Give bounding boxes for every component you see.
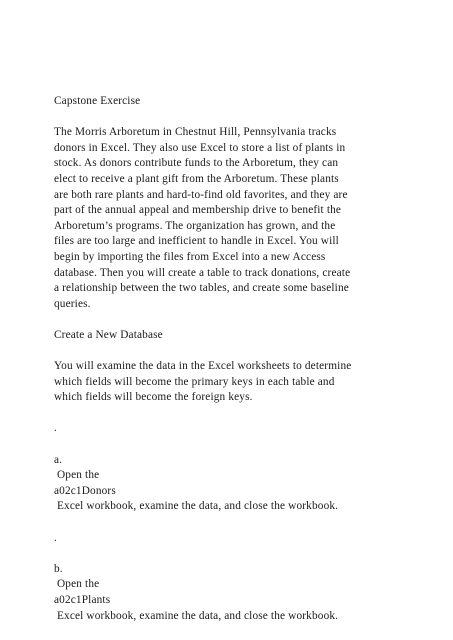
step-line: Open the bbox=[54, 578, 100, 591]
section-line: You will examine the data in the Excel worksheets to determine bbox=[54, 360, 352, 373]
step-letter: b. bbox=[54, 562, 63, 575]
spacer bbox=[54, 344, 414, 360]
intro-line: queries. bbox=[54, 297, 91, 310]
step-filename: a02c1Plants bbox=[54, 594, 111, 606]
section-paragraph bbox=[54, 359, 414, 406]
document-heading: Capstone Exercise bbox=[54, 95, 141, 107]
step-line: Excel workbook, examine the data, and close the workbook. bbox=[54, 609, 339, 622]
intro-line: Arboretum’s programs. The organization has grown, and the bbox=[54, 219, 336, 232]
section-line: which fields will become the foreign keys. bbox=[54, 391, 253, 404]
section-line: which fields will become the primary keys in each table and bbox=[54, 375, 335, 388]
step-a bbox=[54, 421, 414, 515]
step-line: Excel workbook, examine the data, and close the workbook. bbox=[54, 500, 339, 513]
intro-line: The Morris Arboretum in Chestnut Hill, Pennsylvania tracks bbox=[54, 126, 337, 139]
intro-line: are both rare plants and hard-to-find old favorites, and they are bbox=[54, 188, 348, 201]
step-b bbox=[54, 531, 414, 625]
intro-line: elect to receive a plant gift from the Arboretum. These plants bbox=[54, 172, 339, 185]
spacer bbox=[54, 515, 414, 531]
spacer bbox=[54, 437, 414, 453]
step-bullet: . bbox=[54, 422, 57, 435]
intro-line: begin by importing the files from Excel into a new Access bbox=[54, 250, 326, 263]
spacer bbox=[54, 110, 414, 126]
step-line: Open the bbox=[54, 469, 100, 482]
step-letter: a. bbox=[54, 453, 63, 466]
spacer bbox=[54, 406, 414, 422]
intro-line: donors in Excel. They also use Excel to store a list of plants in bbox=[54, 141, 346, 154]
intro-line: stock. As donors contribute funds to the Arboretum, they can bbox=[54, 157, 339, 170]
intro-line: database. Then you will create a table to track donations, create bbox=[54, 266, 351, 279]
spacer bbox=[54, 546, 414, 562]
intro-line: a relationship between the two tables, and create some baseline bbox=[54, 282, 349, 295]
document-content bbox=[54, 94, 414, 624]
intro-line: part of the annual appeal and membership drive to benefit the bbox=[54, 204, 342, 217]
spacer bbox=[54, 312, 414, 328]
step-filename: a02c1Donors bbox=[54, 484, 116, 497]
step-bullet: . bbox=[54, 531, 57, 544]
intro-paragraph bbox=[54, 125, 414, 312]
intro-line: files are too large and inefficient to handle in Excel. You will bbox=[54, 235, 339, 248]
section-heading: Create a New Database bbox=[54, 328, 163, 341]
